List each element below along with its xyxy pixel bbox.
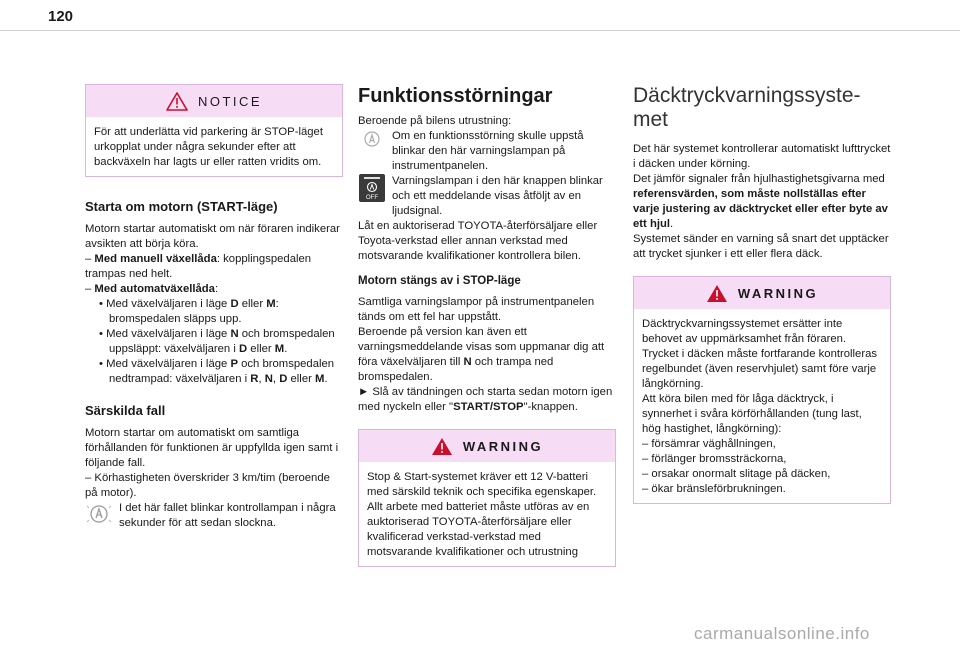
notice-box xyxy=(85,84,343,177)
auto-stop-indicator-icon xyxy=(86,501,112,527)
stall-text-2: Beroende på version kan även ett varningsmeddelande visas som uppmanar dig att föra växelväljaren till N och trampa ned bromspedalen. xyxy=(358,326,605,383)
list-item: – försämrar väghållningen, xyxy=(642,438,776,450)
malfunction-item-1-text: Om en funktionsstörning skulle uppstå blinkar den här varningslampan på instrumentpanelen. xyxy=(392,130,584,172)
stall-text-3: ► Slå av tändningen och starta sedan motorn igen med nyckeln eller "START/STOP"-knappen. xyxy=(358,386,613,413)
tpms-warning-label: WARNING xyxy=(737,285,819,301)
notice-triangle-icon xyxy=(166,92,188,111)
auto-bullet-1: • Med växelväljaren i läge D eller M: bromspedalen släpps upp. xyxy=(99,298,279,325)
tpms-warning-header xyxy=(634,277,890,309)
special-heading: Särskilda fall xyxy=(85,403,166,418)
start-heading: Starta om motorn (START-läge) xyxy=(85,199,278,214)
battery-warning-text: Stop & Start-systemet kräver ett 12 V-batteri med särskild teknik och specifika egenskaper. Allt arbete med batteriet måste utföras av en auktoriserad TOYOTA-återförsäljare eller kvalificerad verkstad-verkstad med motsvarande kvalifikationer och utrustning xyxy=(367,471,597,558)
auto-stop-indicator-icon xyxy=(360,129,384,149)
tpms-title: Däcktryckvarningssyste- met xyxy=(633,84,861,131)
malfunction-title: Funktionsstörningar xyxy=(358,85,553,107)
battery-warning-box xyxy=(358,429,616,567)
auto-item: – Med automatväxellåda: xyxy=(85,283,219,295)
special-item: – Körhastigheten överskrider 3 km/tim (beroende på motor). xyxy=(85,472,330,499)
auto-bullet-2: • Med växelväljaren i läge N och bromspedalen uppsläppt: växelväljaren i D eller M. xyxy=(99,328,335,355)
auto-stop-off-button-icon xyxy=(359,174,385,202)
list-item: – ökar bränsleförbrukningen. xyxy=(642,483,786,495)
header-divider xyxy=(0,30,960,31)
footer-watermark: carmanualsonline.info xyxy=(694,624,870,643)
tpms-warning-t2: Trycket i däcken måste fortfarande kontrolleras regelbundet (även reservhjulet) samt före varje långkörning. xyxy=(642,348,878,390)
svg-text:OFF: OFF xyxy=(366,195,378,201)
notice-text: För att underlätta vid parkering är STOP-läget urkopplat under några sekunder efter att backväxeln har lagts ur eller ratten vridits om. xyxy=(94,126,323,168)
page-number: 120 xyxy=(48,8,74,25)
notice-header xyxy=(86,85,342,117)
list-item: – förlänger bromssträckorna, xyxy=(642,453,787,465)
column-middle xyxy=(358,84,616,579)
warning-triangle-icon xyxy=(706,284,728,303)
battery-warning-label: WARNING xyxy=(462,438,544,454)
tpms-warning-t3: Att köra bilen med för låga däcktryck, i synnerhet i svåra körförhållanden (tung last, hög hastighet, långkörning): xyxy=(642,393,862,435)
tpms-warning-box xyxy=(633,276,891,504)
notice-label: NOTICE xyxy=(197,93,263,109)
special-intro: Motorn startar om automatiskt om samtliga förhållanden för funktionen är uppfyllda igen samt i följande fall. xyxy=(85,427,339,469)
manual-item: – Med manuell växellåda: kopplingspedalen trampas ned helt. xyxy=(85,253,312,280)
tpms-p3: Systemet sänder en varning så snart det upptäcker att trycket sjunker i ett eller flera däck. xyxy=(633,233,889,260)
service-text: Låt en auktoriserad TOYOTA-återförsäljare eller Toyota-verkstad eller annan verkstad med motsvarande kvalifikationer kontrollera bilen. xyxy=(358,220,598,262)
column-left xyxy=(85,84,343,531)
auto-bullet-3: • Med växelväljaren i läge P och bromspedalen nedtrampad: växelväljaren i R, N, D eller M. xyxy=(99,358,335,385)
start-intro: Motorn startar automatiskt om när föraren indikerar avsikten att börja köra. xyxy=(85,223,340,250)
tpms-p1: Det här systemet kontrollerar automatiskt lufttrycket i däcken under körning. xyxy=(633,143,891,170)
warning-triangle-icon xyxy=(431,437,453,456)
malfunction-item-2 xyxy=(358,174,616,219)
special-icon-text: I det här fallet blinkar kontrollampan i några sekunder för att sedan slockna. xyxy=(119,502,336,529)
stall-text-1: Samtliga varningslampor på instrumentpanelen tänds om ett fel har uppstått. xyxy=(358,296,595,323)
tpms-p2: Det jämför signaler från hjulhastighetsgivarna med referensvärden, som måste nollställas efter varje justering av däcktrycket eller efter byte av ett hjul. xyxy=(633,173,888,230)
special-icon-line xyxy=(85,501,343,531)
malfunction-item-2-text: Varningslampan i den här knappen blinkar och ett meddelande visas åtföljt av en ljudsignal. xyxy=(392,175,603,217)
battery-warning-header xyxy=(359,430,615,462)
malfunction-intro: Beroende på bilens utrustning: xyxy=(358,115,512,127)
tpms-warning-t1: Däcktryckvarningssystemet ersätter inte behovet av uppmärksamhet från föraren. xyxy=(642,318,847,345)
malfunction-item-1 xyxy=(358,129,616,174)
stall-heading: Motorn stängs av i STOP-läge xyxy=(358,275,521,287)
list-item: – orsakar onormalt slitage på däcken, xyxy=(642,468,831,480)
column-right xyxy=(633,84,891,516)
